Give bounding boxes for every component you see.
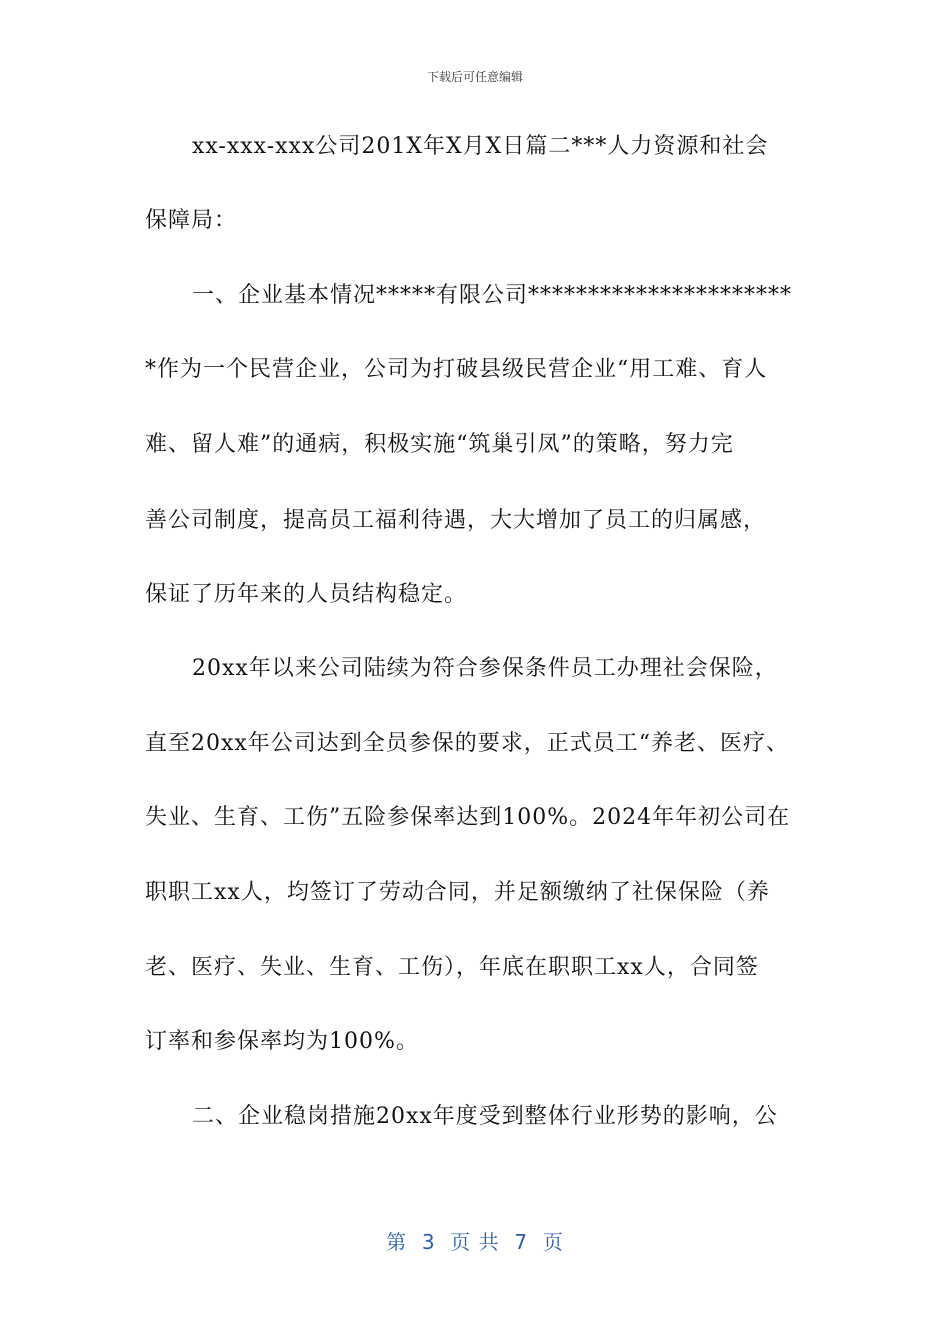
header-note: 下载后可任意编辑 xyxy=(426,70,523,84)
body-line-1: xx-xxx-xxx公司201X年X月X日篇二***人力资源和社会 xyxy=(192,134,769,159)
body-line-8: 20xx年以来公司陆续为符合参保条件员工办理社会保险， xyxy=(192,656,778,681)
body-line-10: 失业、生育、工伤”五险参保率达到100%。2024年年初公司在 xyxy=(145,805,791,830)
body-line-12: 老、医疗、失业、生育、工伤），年底在职职工xx人，合同签 xyxy=(145,955,759,980)
body-line-7: 保证了历年来的人员结构稳定。 xyxy=(145,582,468,607)
body-line-2: 保障局： xyxy=(145,208,238,233)
page-number-label: 第 3 页 共 7 页 xyxy=(386,1230,564,1254)
page-number xyxy=(0,1226,950,1255)
body-line-4: *作为一个民营企业，公司为打破县级民营企业“用工难、育人 xyxy=(145,357,768,382)
body-line-5: 难、留人难”的通病，积极实施“筑巢引凤”的策略，努力完 xyxy=(145,432,734,457)
body-line-3: 一、企业基本情况*****有限公司********************** xyxy=(192,283,793,308)
body-line-9: 直至20xx年公司达到全员参保的要求，正式员工“养老、医疗、 xyxy=(145,731,790,756)
body-line-14: 二、企业稳岗措施20xx年度受到整体行业形势的影响，公 xyxy=(192,1104,778,1129)
body-line-6: 善公司制度，提高员工福利待遇，大大增加了员工的归属感， xyxy=(145,508,767,533)
body-line-11: 职职工xx人，均签订了劳动合同，并足额缴纳了社保保险（养 xyxy=(145,880,770,905)
body-line-13: 订率和参保率均为100%。 xyxy=(145,1029,419,1054)
